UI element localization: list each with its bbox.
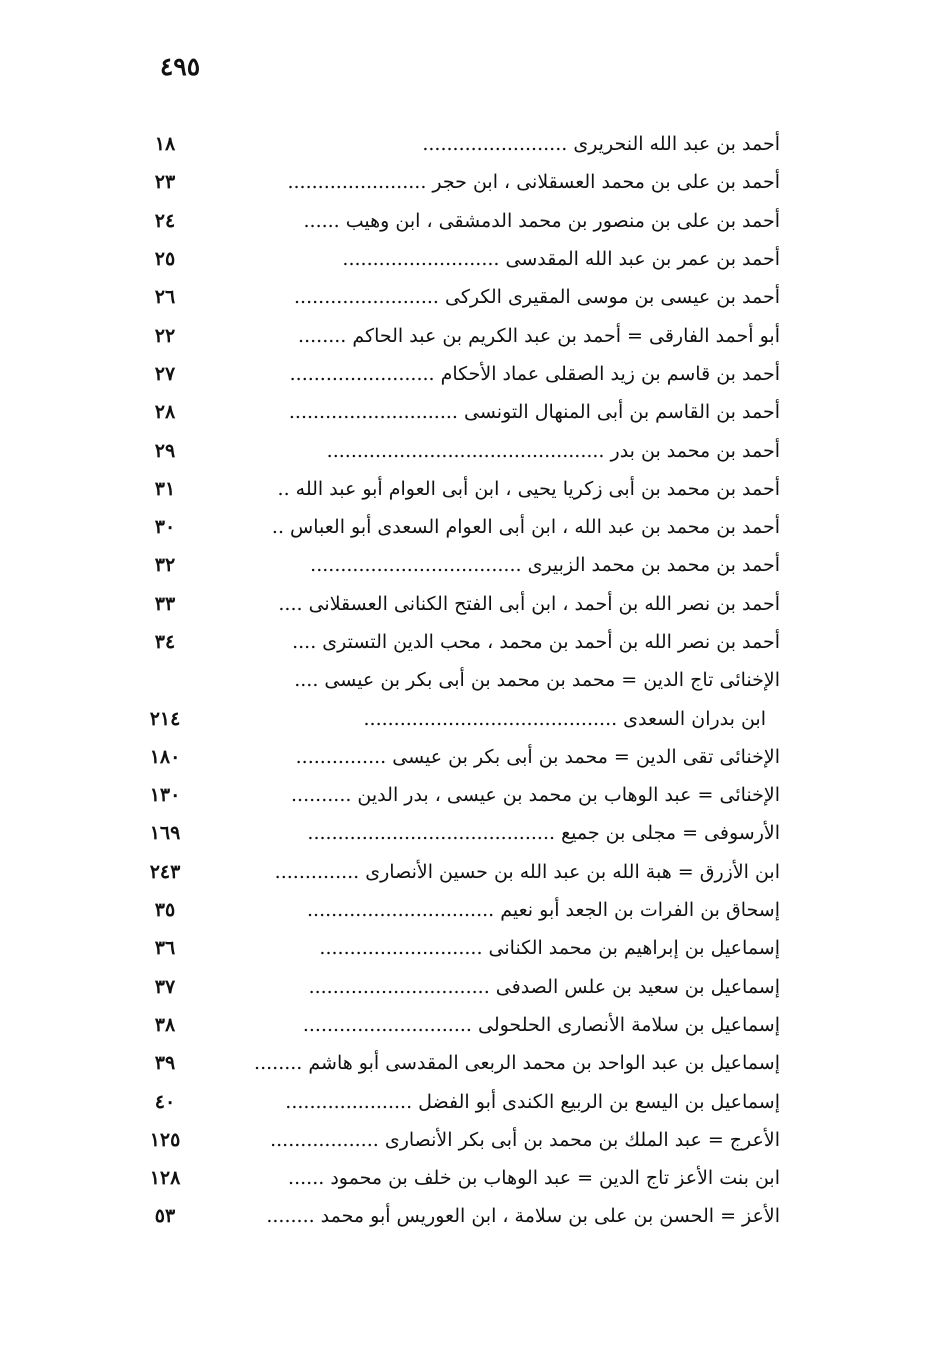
entry-name: أحمد بن قاسم بن زيد الصقلى عماد الأحكام ........................ [289,362,780,385]
index-entry [140,814,780,852]
entry-page-number: ٢٦ [154,286,176,309]
entry-page-number: ٣٣ [154,592,176,615]
index-entry [140,1006,780,1044]
entry-name: إسحاق بن الفرات بن الجعد أبو نعيم ............................... [306,899,780,922]
entry-name: أبو أحمد الفارقى = أحمد بن عبد الكريم بن عبد الحاكم ........ [298,324,780,347]
index-entry [140,929,780,967]
entry-name: الأعرج = عبد الملك بن محمد بن أبى بكر الأنصارى .................. [270,1128,780,1151]
entry-page-number: ٣٩ [154,1052,176,1075]
entry-name: أحمد بن محمد بن أبى زكريا يحيى ، ابن أبى العوام أبو عبد الله .. [277,477,780,500]
entry-page-number: ٣٦ [154,937,176,960]
entry-page-number: ٣٧ [154,975,176,998]
index-entry [140,1044,780,1082]
index-entry [140,1159,780,1197]
entry-page-number: ٣٨ [154,1013,176,1036]
entry-page-number: ٢٢ [154,324,176,347]
index-entry [140,661,780,699]
entry-page-number: ٣٥ [154,899,176,922]
entry-name: إسماعيل بن سعيد بن علس الصدفى .............................. [308,975,780,998]
index-entry [140,470,780,508]
entry-page-number: ٥٣ [154,1205,176,1228]
index-entry [140,316,780,354]
entry-page-number: ١٨ [154,133,176,156]
entry-page-number: ٢٧ [154,362,176,385]
entry-name: ابن بدران السعدى .......................................... [363,707,766,730]
entry-name: أحمد بن محمد بن محمد الزبيرى ................................... [310,554,780,577]
entry-page-number: ٢٩ [154,439,176,462]
entry-page-number: ٢٨ [154,401,176,424]
entry-name: أحمد بن محمد بن عبد الله ، ابن أبى العوام السعدى أبو العباس .. [271,516,780,539]
entry-name: الأرسوفى = مجلى بن جميع ......................................... [307,822,780,845]
index-entry [140,431,780,469]
entry-page-number: ١٦٩ [149,822,181,845]
entry-page-number: ٣٤ [154,631,176,653]
index-entry [140,278,780,316]
entry-page-number: ٢٤٣ [149,860,181,883]
index-entry [140,699,780,737]
entry-page-number: ١٣٠ [149,784,181,807]
index-entry [140,585,780,623]
entry-page-number: ١٢٨ [149,1167,181,1190]
entry-page-number: ٣٢ [154,554,176,577]
entry-name: الإخنائى = عبد الوهاب بن محمد بن عيسى ، بدر الدين .......... [291,784,780,807]
index-entry [140,546,780,584]
page-number: ٤٩٥ [159,52,201,81]
entry-page-number: ١٢٥ [149,1128,181,1151]
index-entry [140,623,780,661]
entry-name: أحمد بن محمد بن بدر .............................................. [326,439,780,462]
entry-name: أحمد بن نصر الله بن أحمد ، ابن أبى الفتح الكنانى العسقلانى .... [278,592,780,615]
index-entry [140,393,780,431]
index-entry [140,125,780,163]
entry-page-number: ٢١٤ [149,707,181,730]
entry-name: إسماعيل بن سلامة الأنصارى الحلحولى ............................ [302,1013,780,1036]
index-entry [140,1197,780,1235]
entry-name: إسماعيل بن إبراهيم بن محمد الكنانى ........................... [319,937,780,960]
entry-page-number: ٣١ [154,477,176,500]
entry-name: الإخنائى تاج الدين = محمد بن محمد بن أبى بكر بن عيسى .... [294,669,780,692]
entry-page-number: ٢٥ [154,248,176,271]
entry-name: إسماعيل بن اليسع بن الربيع الكندى أبو الفضل ..................... [285,1090,780,1113]
entry-name: إسماعيل بن عبد الواحد بن محمد الربعى المقدسى أبو هاشم ........ [254,1052,780,1075]
entry-name: أحمد بن عيسى بن موسى المقيرى الكركى ........................ [294,286,780,309]
index-entry [140,968,780,1006]
entry-name: أحمد بن نصر الله بن أحمد بن محمد ، محب الدين التسترى .... [292,631,780,653]
index-entry [140,508,780,546]
index-entry [140,355,780,393]
entry-name: أحمد بن عمر بن عبد الله المقدسى .......................... [342,248,780,271]
index-entry [140,776,780,814]
entry-page-number: ٢٣ [154,171,176,194]
entry-name: أحمد بن عبد الله النحريرى ........................ [422,133,780,156]
entry-name: أحمد بن على بن منصور بن محمد الدمشقى ، ابن وهيب ...... [303,209,780,232]
entry-name: ابن بنت الأعز تاج الدين = عبد الوهاب بن خلف بن محمود ...... [288,1167,780,1190]
entry-name: أحمد بن القاسم بن أبى المنهال التونسى ............................ [288,401,780,424]
index-entry [140,853,780,891]
index-entry [140,202,780,240]
entry-page-number: ١٨٠ [149,745,181,768]
entry-name: الأعز = الحسن بن على بن سلامة ، ابن العوريس أبو محمد ........ [266,1205,780,1228]
index-entry [140,891,780,929]
index-entry [140,738,780,776]
entry-page-number: ٢٤ [154,209,176,232]
entry-name: الإخنائى تقى الدين = محمد بن أبى بكر بن عيسى ............... [295,745,780,768]
entry-page-number: ٣٠ [154,516,176,539]
entry-name: أحمد بن على بن محمد العسقلانى ، ابن حجر ....................... [287,171,780,194]
index-list [140,125,780,1236]
entry-page-number: ٤٠ [154,1090,176,1113]
index-entry [140,240,780,278]
index-entry [140,1082,780,1120]
entry-name: ابن الأزرق = هبة الله بن عبد الله بن حسين الأنصارى .............. [274,860,780,883]
index-entry [140,1121,780,1159]
index-entry [140,163,780,201]
